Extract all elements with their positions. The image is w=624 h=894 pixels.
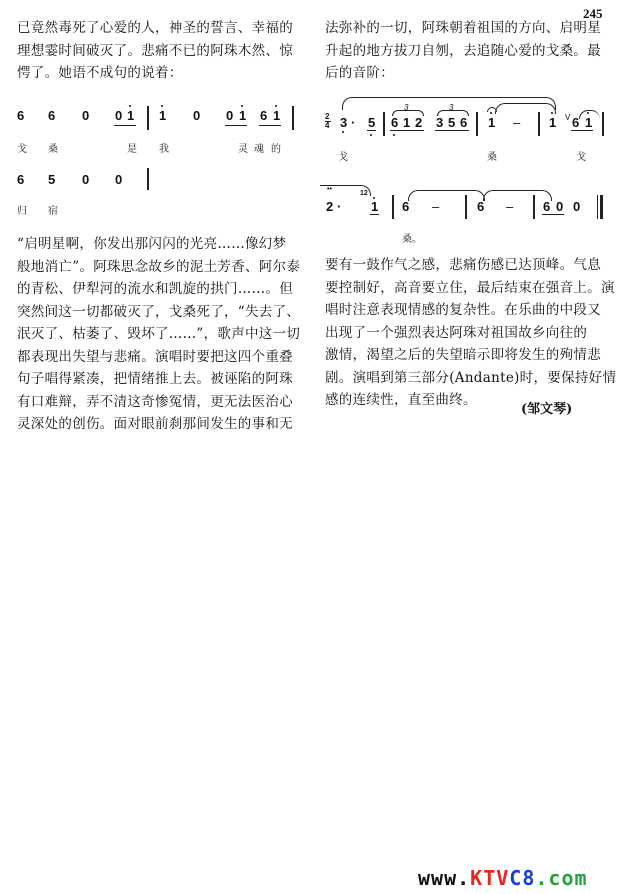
barline [465, 195, 467, 219]
underline [542, 214, 564, 215]
octave-dot [370, 134, 372, 136]
underline [259, 125, 281, 126]
note: 1 [159, 108, 167, 123]
note: 1 [127, 108, 135, 123]
watermark-prefix: www. [418, 866, 471, 890]
barline [383, 112, 385, 136]
note: 0 [573, 199, 581, 214]
lyric: 归 [17, 206, 27, 217]
note: 0 [82, 172, 90, 187]
underline [225, 125, 247, 126]
text-line: 已竟然毒死了心爱的人，神圣的誓言、幸福的 [17, 20, 293, 36]
barline [147, 106, 149, 130]
augmentation-dot: · [337, 199, 342, 214]
lyric: 戈 [17, 144, 27, 155]
note: 6 [391, 115, 399, 130]
octave-dot [161, 105, 163, 107]
grace-notes: 12 [360, 190, 368, 197]
final-barline-thin [597, 195, 598, 219]
note: 0 [115, 108, 123, 123]
text-line: 法弥补的一切，阿珠朝着祖国的方向、启明星 [325, 20, 601, 36]
right-intro-text [325, 17, 601, 85]
text-line: 升起的地方拔刀自刎，去追随心爱的戈桑。最 [325, 42, 601, 59]
text-line: 突然间这一切都破灭了，戈桑死了，“失去了、 [17, 303, 301, 320]
barline [602, 112, 604, 136]
text-line: 愕了。她语不成句的说着： [17, 65, 183, 81]
underline [390, 130, 424, 131]
barline [476, 112, 478, 136]
lyric: 的 [271, 144, 281, 155]
tie-slur [483, 190, 552, 201]
left-intro-text [17, 17, 293, 85]
triplet-number: 3 [404, 103, 409, 112]
lyric: 魂 [254, 144, 264, 155]
watermark-brand-blue: C8 [509, 866, 536, 890]
text-line: 般地消亡”。阿珠思念故乡的泥土芳香、阿尔泰 [17, 258, 301, 275]
octave-dot [241, 105, 243, 107]
left-body-text [17, 233, 300, 436]
text-line: 后的音阶： [325, 65, 394, 81]
breath-mark: V [565, 113, 571, 122]
octave-dot [275, 105, 277, 107]
augmentation-dot: · [351, 115, 356, 130]
text-line: 都表现出失望与悲痛。演唱时要把这四个重叠 [17, 348, 293, 365]
text-line: 有口难辩，弄不清这奇惨冤情，更无法医治心 [17, 393, 293, 410]
octave-dot [587, 112, 589, 114]
lyric: 灵 [238, 144, 248, 155]
note: 1 [549, 115, 557, 130]
note: 0 [193, 108, 201, 123]
text-line: 泯灭了、枯萎了、毁坏了……”，歌声中这一切 [17, 326, 301, 342]
note: 5 [368, 115, 376, 130]
octave-dot [393, 134, 395, 136]
underline [114, 125, 136, 126]
tie-slur [495, 103, 556, 114]
time-signature-bottom: 4 [325, 121, 330, 130]
note: 6 [17, 172, 25, 187]
text-line: 出现了一个强烈表达阿珠对祖国故乡向往的 [325, 324, 588, 341]
barline [147, 168, 149, 190]
octave-dot [342, 131, 344, 133]
note: 5 [448, 115, 456, 130]
underline [367, 130, 376, 131]
note: 6 [477, 199, 485, 214]
text-line: 句子唱得紧凑，把情绪推上去。被诬陷的阿珠 [17, 371, 293, 387]
note: 6 [543, 199, 551, 214]
lyric: 戈 [338, 152, 348, 163]
underline [435, 130, 469, 131]
barline [392, 195, 394, 219]
text-line: “启明星啊，你发出那闪闪的光亮……像幻梦 [17, 236, 287, 252]
barline [292, 106, 294, 130]
watermark [418, 866, 588, 890]
note: 6 [572, 115, 580, 130]
text-line: 要控制好，高音要立住，最后结束在强音上。演 [325, 279, 615, 296]
note: 0 [226, 108, 234, 123]
note: 6 [402, 199, 410, 214]
triplet-number: 3 [449, 103, 454, 112]
right-body-text [325, 254, 616, 412]
page-number: 245 [583, 6, 603, 21]
note: 3 [340, 115, 348, 130]
lyric: 桑。 [402, 234, 422, 245]
final-barline-thick [600, 195, 603, 219]
double-dot-marker: •• [327, 186, 332, 193]
note: 6 [460, 115, 468, 130]
time-signature-top: 2 [325, 112, 330, 121]
underline [370, 214, 379, 215]
note: 1 [585, 115, 593, 130]
note: 0 [82, 108, 90, 123]
octave-dot [551, 112, 553, 114]
note: 1 [488, 115, 496, 130]
note: 1 [371, 199, 379, 214]
text-line: 的青松、伊犁河的流水和凯旋的拱门……。但 [17, 281, 293, 297]
note: 3 [436, 115, 444, 130]
lyric: 是 [127, 144, 137, 155]
note: 0 [115, 172, 123, 187]
lyric: 戈 [576, 152, 586, 163]
dash: – [513, 115, 521, 130]
text-line: 唱时注意表现情感的复杂性。在乐曲的中段又 [325, 302, 601, 318]
note: 6 [17, 108, 25, 123]
note: 0 [556, 199, 564, 214]
lyric: 桑 [48, 144, 58, 155]
dash: – [506, 199, 514, 214]
barline [533, 195, 535, 219]
note: 1 [239, 108, 247, 123]
text-line: 剧。演唱到第三部分(Andante)时，要保持好情 [325, 369, 617, 386]
note: 1 [403, 115, 411, 130]
underline [571, 130, 593, 131]
note: 6 [48, 108, 56, 123]
note: 2 [415, 115, 423, 130]
lyric: 宿 [48, 206, 58, 217]
text-line: 理想霎时间破灭了。悲痛不已的阿珠木然、惊 [17, 42, 293, 59]
lyric: 桑 [487, 152, 497, 163]
tie-slur [408, 190, 485, 201]
octave-dot [490, 112, 492, 114]
author-credit: (邹文琴) [521, 402, 573, 417]
note: 5 [48, 172, 56, 187]
lyric: 我 [159, 144, 169, 155]
text-line: 感的连续性，直至曲终。 [325, 392, 477, 408]
note: 6 [260, 108, 268, 123]
text-line: 要有一鼓作气之感，悲痛伤感已达顶峰。气息 [325, 257, 601, 273]
text-line: 灵深处的创伤。面对眼前刹那间发生的事和无 [17, 416, 293, 432]
text-line: 激情，渴望之后的失望暗示即将发生的殉情悲 [325, 347, 601, 363]
note: 2 [326, 199, 334, 214]
watermark-suffix: .com [535, 866, 588, 890]
octave-dot [373, 197, 375, 199]
watermark-brand-red: KTV [470, 866, 510, 890]
octave-dot [129, 105, 131, 107]
dash: – [432, 199, 440, 214]
note: 1 [273, 108, 281, 123]
barline [538, 112, 540, 136]
